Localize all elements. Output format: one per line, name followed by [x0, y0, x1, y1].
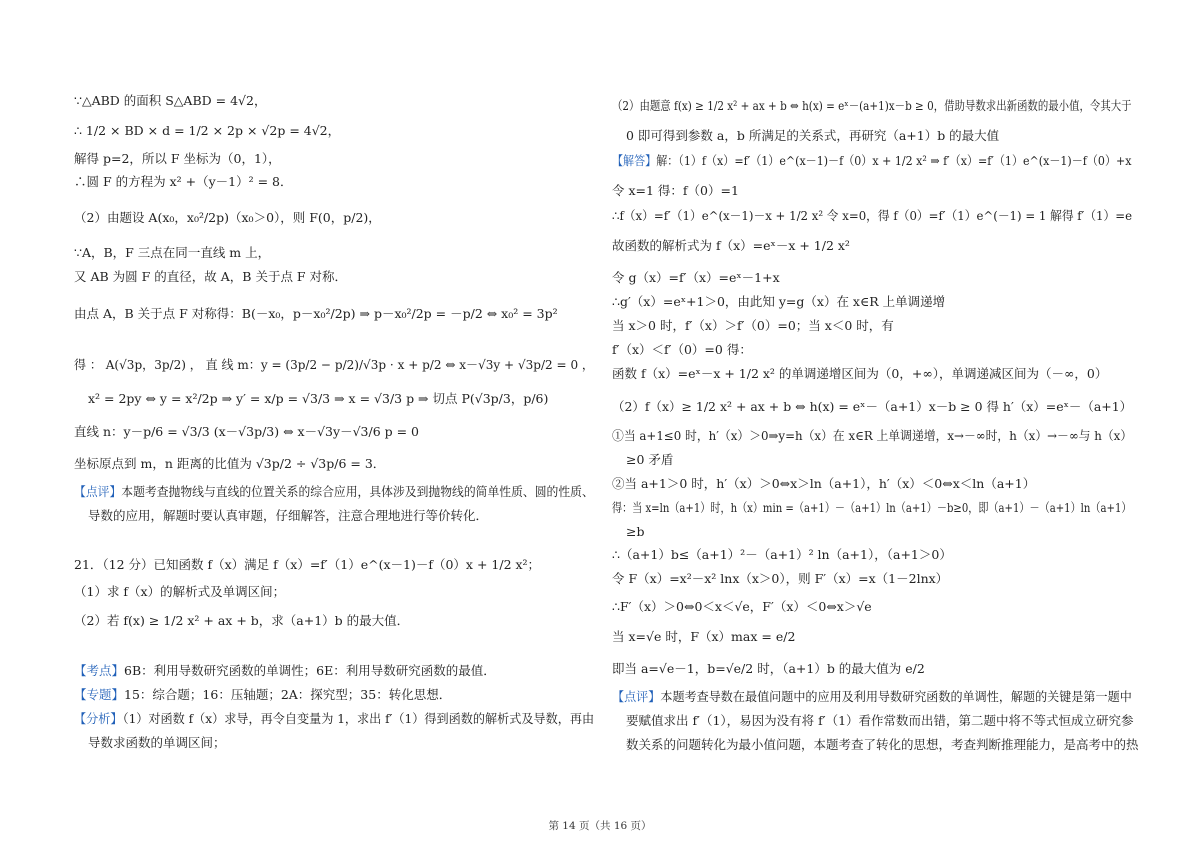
left-line-8: 由点 A，B 关于点 F 对称得：B(－x₀，p－x₀²/2p) ⇒ p－x₀²/2p = －p/2 ⇔ x₀² = 3p²: [74, 306, 558, 321]
right-line-20: ∴F′（x）＞0⇔0＜x＜√e，F′（x）＜0⇔x＞√e: [612, 599, 872, 614]
right-line-2: 0 即可得到参数 a，b 所满足的关系式，再研究（a+1）b 的最大值: [626, 128, 1000, 143]
left-remark-2: 导数的应用，解题时要认真审题，仔细解答，注意合理地进行等价转化．: [88, 508, 489, 523]
section-tag: 【点评】: [612, 689, 661, 704]
left-line-6: ∵A，B，F 三点在同一直线 m 上，: [74, 245, 271, 260]
jieda-line: 【解答】解：（1）f（x）=f′（1）e^(x－1)－f（0）x + 1/2 x² ⇒ f′（x）=f′（1）e^(x－1)－f（0）+x: [612, 153, 1132, 168]
left-remark-1: 【点评】本题考查抛物线与直线的位置关系的综合应用，具体涉及到抛物线的简单性质、圆的性质、: [74, 484, 594, 499]
right-line-5: ∴f（x）=f′（1）e^(x－1)－x + 1/2 x² 令 x=0，得 f（0）=f′（1）e^(－1) = 1 解得 f′（1）=e: [612, 208, 1133, 223]
dianping-line-3: 数关系的问题转化为最小值问题，本题考查了转化的思想，考查判断推理能力，是高考中的热: [626, 737, 1139, 752]
right-line-9: 当 x＞0 时，f′（x）＞f′（0）=0；当 x＜0 时，有: [612, 318, 894, 333]
right-line-19: 令 F（x）=x²－x² lnx（x＞0），则 F′（x）=x（1－2lnx）: [612, 571, 949, 586]
right-line-13: ①当 a+1≤0 时，h′（x）＞0⇒y=h（x）在 x∈R 上单调递增，x→－∞时，h（x）→－∞与 h（x）: [612, 428, 1133, 443]
right-line-18: ∴（a+1）b≤（a+1）²－（a+1）² ln（a+1），（a+1＞0）: [612, 547, 952, 562]
problem-21-title: 21．（12 分）已知函数 f（x）满足 f（x）=f′（1）e^(x－1)－f（0）x + 1/2 x²；: [74, 557, 541, 572]
dianping-line-2: 要赋值求出 f′（1），易因为没有将 f′（1）看作常数而出错，第二题中将不等式恒成立研究参: [626, 713, 1134, 728]
left-line-11: 直线 n：y－p/6 = √3/3 (x－√3p/3) ⇔ x－√3y－√3/6 p = 0: [74, 424, 419, 439]
fenxi-line-1: 【分析】（1）对函数 f（x）求导，再令自变量为 1，求出 f′（1）得到函数的解析式及导数，再由: [74, 711, 595, 726]
problem-21-part2: （2）若 f(x) ≥ 1/2 x² + ax + b，求（a+1）b 的最大值．: [74, 613, 410, 628]
section-tag: 【考点】: [74, 663, 125, 678]
right-line-12: （2）f（x）≥ 1/2 x² + ax + b ⇔ h(x) = eˣ－（a+1）x－b ≥ 0 得 h′（x）=eˣ－（a+1）: [612, 399, 1133, 414]
right-line-14: ≥0 矛盾: [626, 452, 674, 467]
left-line-1: ∵△ABD 的面积 S△ABD = 4√2，: [74, 93, 267, 108]
right-line-16: 得：当 x=ln（a+1）时，h（x）min =（a+1）－（a+1）ln（a+1）－b≥0，即（a+1）－（a+1）ln（a+1）: [612, 500, 1132, 515]
section-tag: 【分析】: [74, 711, 123, 726]
right-line-17: ≥b: [626, 524, 645, 539]
right-line-7: 令 g（x）=f′（x）=eˣ－1+x: [612, 270, 780, 285]
left-line-9: 得 ： A(√3p，3p/2) ， 直 线 m：y = (3p/2 − p/2)/√3p · x + p/2 ⇔ x－√3y + √3p/2 = 0 ，: [74, 357, 594, 372]
dianping-line-1: 【点评】本题考查导数在最值问题中的应用及利用导数研究函数的单调性，解题的关键是第一题中: [612, 689, 1132, 704]
right-line-6: 故函数的解析式为 f（x）=eˣ－x + 1/2 x²: [612, 238, 850, 253]
left-line-3: 解得 p=2，所以 F 坐标为（0，1），: [74, 151, 281, 166]
page-footer: 第 14 页（共 16 页）: [548, 820, 652, 832]
left-line-5: （2）由题设 A(x₀，x₀²/2p)（x₀＞0），则 F(0，p/2)，: [74, 210, 381, 225]
section-tag: 【解答】: [612, 153, 657, 168]
right-line-21: 当 x=√e 时，F（x）max = e/2: [612, 629, 796, 644]
right-line-4: 令 x=1 得：f（0）=1: [612, 183, 739, 198]
section-tag: 【点评】: [74, 484, 122, 499]
left-line-12: 坐标原点到 m，n 距离的比值为 √3p/2 ÷ √3p/6 = 3．: [74, 456, 386, 471]
section-tag: 【专题】: [74, 687, 125, 702]
left-line-10: x² = 2py ⇔ y = x²/2p ⇒ y′ = x/p = √3/3 ⇒ x = √3/3 p ⇒ 切点 P(√3p/3，p/6): [88, 391, 549, 406]
zhuanti-line: 【专题】15：综合题；16：压轴题；2A：探究型；35：转化思想．: [74, 687, 452, 702]
right-line-22: 即当 a=√e－1，b=√e/2 时，（a+1）b 的最大值为 e/2: [612, 661, 925, 676]
right-line-11: 函数 f（x）=eˣ－x + 1/2 x² 的单调递增区间为（0，+∞），单调递减区间为（－∞，0）: [612, 366, 1108, 381]
right-line-8: ∴g′（x）=eˣ+1＞0，由此知 y=g（x）在 x∈R 上单调递增: [612, 294, 946, 309]
left-line-7: 又 AB 为圆 F 的直径，故 A，B 关于点 F 对称．: [74, 269, 348, 284]
problem-21-part1: （1）求 f（x）的解析式及单调区间；: [74, 584, 286, 599]
fenxi-line-2: 导数求函数的单调区间；: [88, 735, 226, 750]
kaodian-line: 【考点】6B：利用导数研究函数的单调性；6E：利用导数研究函数的最值．: [74, 663, 496, 678]
right-line-10: f′（x）＜f′（0）=0 得：: [612, 342, 752, 357]
left-line-4: ∴圆 F 的方程为 x² +（y－1）² = 8．: [74, 174, 293, 189]
right-line-1: （2）由题意 f(x) ≥ 1/2 x² + ax + b ⇔ h(x) = eˣ－(a+1)x－b ≥ 0，借助导数求出新函数的最小值，令其大于: [612, 98, 1132, 113]
left-line-2: ∴ 1/2 × BD × d = 1/2 × 2p × √2p = 4√2，: [74, 123, 341, 138]
right-line-15: ②当 a+1＞0 时，h′（x）＞0⇔x＞ln（a+1），h′（x）＜0⇔x＜ln（a+1）: [612, 476, 1036, 491]
